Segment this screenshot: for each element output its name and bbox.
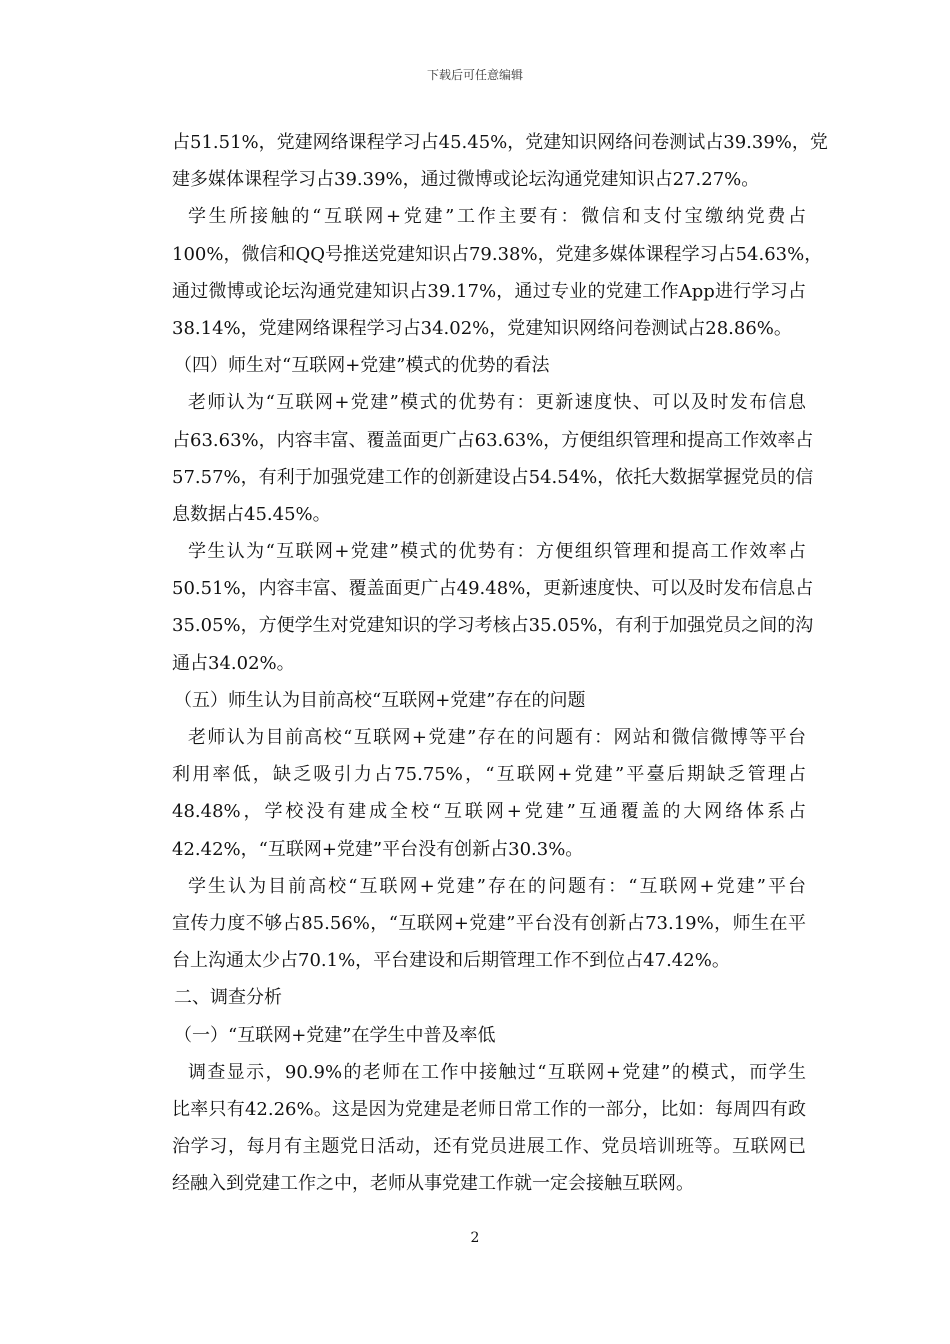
paragraph — [172, 1054, 806, 1203]
text-line: 二、调查分析 — [174, 987, 282, 1009]
text-line: 老师认为目前高校“互联网+党建”存在的问题有：网站和微信微博等平台 — [188, 727, 806, 748]
section-heading — [172, 979, 806, 1016]
paragraph — [172, 719, 806, 868]
text-line: 调查显示，90.9%的老师在工作中接触过“互联网+党建”的模式，而学生 — [188, 1061, 806, 1083]
section-heading — [172, 1017, 806, 1054]
document-body — [172, 124, 828, 1202]
text-line: 38.14%，党建网络课程学习占34.02%，党建知识网络问卷测试占28.86%。 — [172, 317, 792, 339]
paragraph — [172, 384, 814, 533]
text-line: 经融入到党建工作之中，老师从事党建工作就一定会接触互联网。 — [172, 1173, 694, 1195]
text-line: 治学习，每月有主题党日活动，还有党员进展工作、党员培训班等。互联网已 — [172, 1136, 806, 1158]
text-line: 比率只有42.26%。这是因为党建是老师日常工作的一部分，比如：每周四有政 — [172, 1098, 806, 1120]
text-line: 台上沟通太少占70.1%，平台建设和后期管理工作不到位占47.42%。 — [172, 950, 730, 972]
text-line: 42.42%，“互联网+党建”平台没有创新占30.3%。 — [172, 838, 584, 860]
text-line: 35.05%，方便学生对党建知识的学习考核占35.05%，有利于加强党员之间的沟 — [172, 615, 814, 637]
text-line: （一）“互联网+党建”在学生中普及率低 — [174, 1024, 496, 1046]
text-line: 占51.51%，党建网络课程学习占45.45%，党建知识网络问卷测试占39.39%，党 — [172, 132, 828, 153]
paragraph — [172, 533, 814, 682]
text-line: 学生认为目前高校“互联网+党建”存在的问题有：“互联网+党建”平台 — [188, 875, 806, 897]
text-line: 48.48%，学校没有建成全校“互联网+党建”互通覆盖的大网络体系占 — [172, 801, 806, 823]
text-line: 通占34.02%。 — [172, 652, 295, 674]
section-heading — [172, 347, 806, 384]
text-line: 息数据占45.45%。 — [172, 503, 331, 525]
paragraph — [172, 124, 828, 198]
text-line: 利用率低，缺乏吸引力占75.75%，“互联网+党建”平臺后期缺乏管理占 — [172, 764, 806, 786]
page-header: 下载后可任意编辑 — [426, 68, 523, 82]
text-line: 通过微博或论坛沟通党建知识占39.17%，通过专业的党建工作App进行学习占 — [172, 280, 806, 302]
text-line: 100%，微信和QQ号推送党建知识占79.38%，党建多媒体课程学习占54.63%， — [172, 243, 823, 265]
text-line: 占63.63%，内容丰富、覆盖面更广占63.63%，方便组织管理和提高工作效率占 — [172, 429, 814, 451]
paragraph — [172, 868, 806, 980]
text-line: （五）师生认为目前高校“互联网+党建”存在的问题 — [174, 689, 586, 711]
page-number: 2 — [470, 1230, 480, 1246]
text-line: 宣传力度不够占85.56%，“互联网+党建”平台没有创新占73.19%，师生在平 — [172, 912, 806, 934]
paragraph — [172, 198, 823, 347]
text-line: 建多媒体课程学习占39.39%，通过微博或论坛沟通党建知识占27.27%。 — [172, 169, 760, 191]
section-heading — [172, 682, 806, 719]
text-line: 学生所接触的“互联网+党建”工作主要有：微信和支付宝缴纳党费占 — [188, 206, 806, 228]
text-line: 学生认为“互联网+党建”模式的优势有：方便组织管理和提高工作效率占 — [188, 541, 806, 563]
text-line: 57.57%，有利于加强党建工作的创新建设占54.54%，依托大数据掌握党员的信 — [172, 466, 814, 488]
text-line: 老师认为“互联网+党建”模式的优势有：更新速度快、可以及时发布信息 — [188, 392, 806, 414]
text-line: （四）师生对“互联网+党建”模式的优势的看法 — [174, 355, 550, 377]
text-line: 50.51%，内容丰富、覆盖面更广占49.48%，更新速度快、可以及时发布信息占 — [172, 578, 814, 600]
